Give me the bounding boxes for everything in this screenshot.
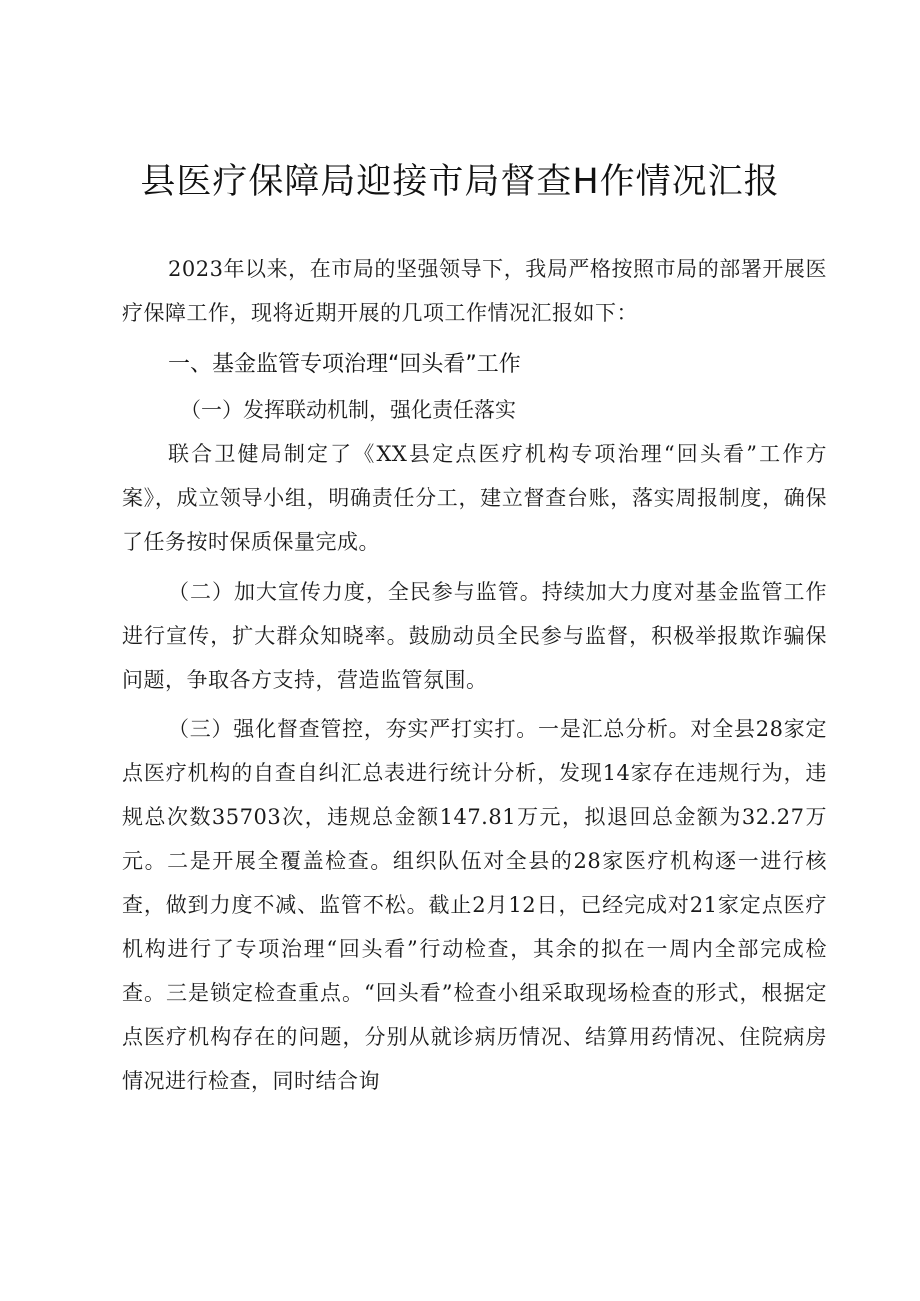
- subsection-1-paragraph: 联合卫健局制定了《XX县定点医疗机构专项治理“回头看”工作方案》，成立领导小组，明确责任分工，建立督查台账，落实周报制度，确保了任务按时保质保量完成。: [122, 442, 827, 554]
- subsection-3-paragraph: （三）强化督查管控，夯实严打实打。一是汇总分析。对全县28家定点医疗机构的自查自纠汇总表进行统计分析，发现14家存在违规行为，违规总次数35703次，违规总金额147.81万元，拟退回总金额为32.27万元。二是开展全覆盖检查。组织队伍对全县的28家医疗机构逐一进行核查，做到力度不减、监管不松。截止2月12日，已经完成对21家定点医疗机构进行了专项治理“回头看”行动检查，其余的拟在一周内全部完成检查。三是锁定检查重点。“回头看”检查小组采取现场检查的形式，根据定点医疗机构存在的问题，分别从就诊病历情况、结算用药情况、住院病房情况进行检查，同时结合询: [122, 717, 827, 1093]
- intro-paragraph: 2023年以来，在市局的坚强领导下，我局严格按照市局的部署开展医疗保障工作，现将近期开展的几项工作情况汇报如下：: [122, 257, 827, 325]
- subsection-2-paragraph: （二）加大宣传力度，全民参与监管。持续加大力度对基金监管工作进行宣传，扩大群众知晓率。鼓励动员全民参与监督，积极举报欺诈骗保问题，争取各方支持，营造监管氛围。: [122, 580, 827, 692]
- document-title: 县医疗保障局迎接市局督查H作情况汇报: [140, 162, 780, 202]
- section-heading-1: 一、基金监管专项治理“回头看”工作: [168, 352, 521, 377]
- subsection-heading-1: （一）发挥联动机制，强化责任落实: [180, 398, 516, 422]
